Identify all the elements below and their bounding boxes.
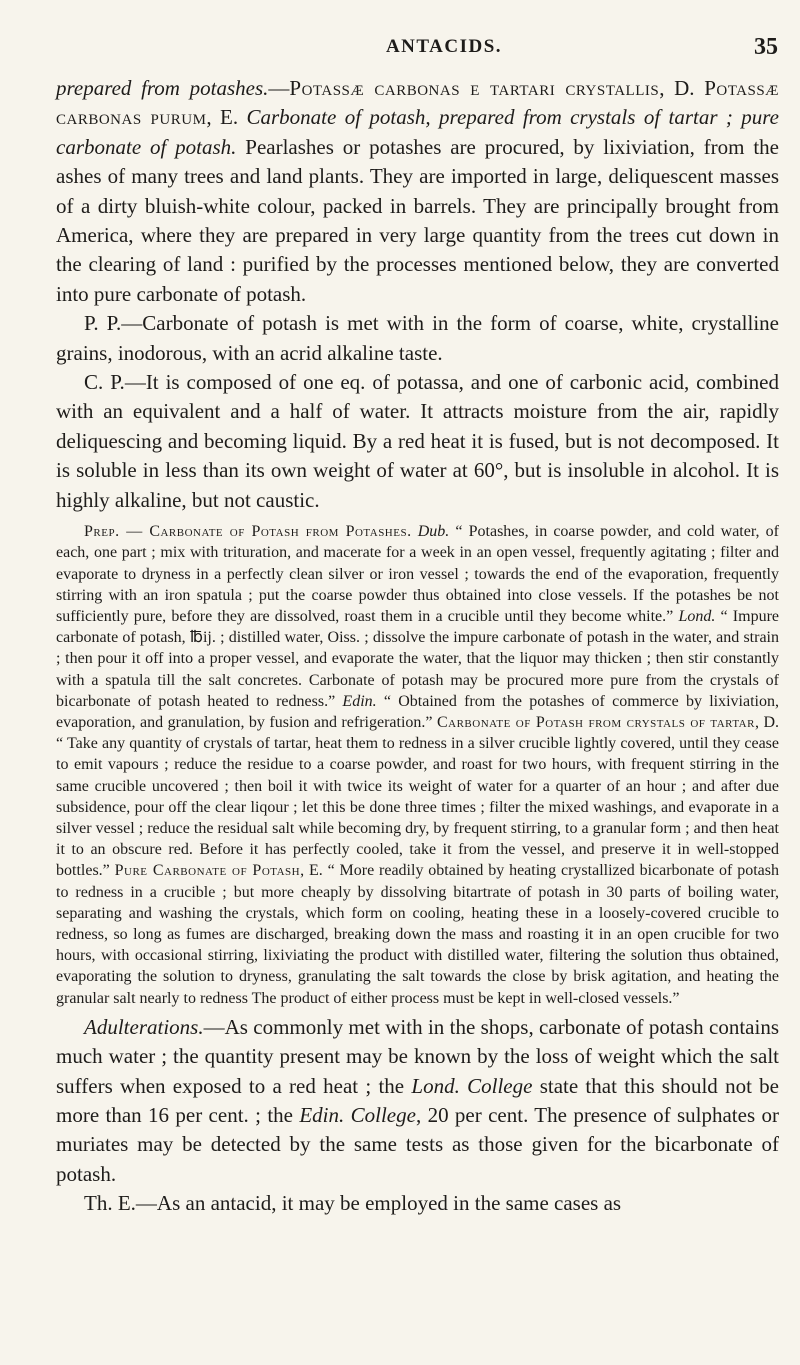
latin-name-dublin: Potassæ carbonas e tartari crystallis (289, 76, 660, 100)
prep-text: , E. “ More readily obtained by heating crystallized bicarbonate of potash to redness in a crucible ; but more cheaply by dissolving bitartrate of potash in 30 parts of boiling water, separating and washing the crystals, which form on cooling, heating these in a loosely-covered crucible to redness, so long as fumes are discharged, breaking down the mass and roasting it in an open crucible for two hours, with occasional stirring, lixiviating the product with distilled water, filtering the solution thus obtained, evaporating the solution to dryness, granulating the salt towards the close by brisk agitation, and heating the granular salt nearly to redness The product of either process must be kept in well-closed vessels.” (56, 862, 779, 1007)
prep-text: “ Obtained from the potashes of commerce by lixiviation, evaporation, and granulation, by fusion and refrigeration.” (56, 692, 779, 731)
prep-heading: Prep. — Carbonate of Potash from Potashes. (84, 523, 412, 541)
section-text: state that this should not be more than 16 per cent. ; the (56, 1073, 779, 1127)
section-label: Adulterations. (84, 1014, 204, 1039)
prep-text: “ Potashes, in coarse powder, and cold water, of each, one part ; mix with trituration, and macerate for a week in an open vessel, frequently agitating ; filter and evaporate to dryness in a perfectly clean silver or iron vessel ; towards the end of the evaporation, frequently stirring with an iron spatula ; put the coarse powder thus obtained into close vessels. If the potashes be not sufficiently pure, before they are dissolved, roast them in a crucible until they become white.” (56, 523, 779, 625)
paragraph-therapeutic-effects (56, 1189, 779, 1218)
paragraph-carbonate-intro (56, 74, 779, 309)
pharmacopoeia-london: Lond. (678, 607, 716, 625)
prep-subheading-pure: Pure Carbonate of Potash (114, 862, 301, 880)
section-label: C. P. (84, 370, 125, 395)
latin-name-edinburgh: Potassæ carbonas purum (56, 76, 780, 130)
section-label: Th. E. (84, 1191, 136, 1216)
section-text: , 20 per cent. The presence of sulphates or muriates may be detected by the same tests as those given for the bicarbonate of potash. (56, 1102, 779, 1186)
pharmacopoeia-ref: , E. (206, 105, 247, 130)
prep-text: , D. “ Take any quantity of crystals of tartar, heat them to redness in a silver crucible lightly covered, until they cease to emit vapours ; reduce the residue to a coarse powder, and roast for two hours, with frequent stirring in the same crucible uncovered ; then boil it with twice its weight of water for a quarter of an hour ; and after due subsidence, pour off the clear liqour ; let this be done three times ; filter the mixed washings, and evaporate in a silver vessel ; reduce the residual salt while becoming dry, by frequent stirring, to a granular form ; and then heat it to an obscure red. Before it has perfectly cooled, take it from the vessel, and preserve it in well-stopped bottles.” (56, 713, 779, 880)
pharmacopoeia-dublin: Dub. (417, 523, 450, 541)
prep-text: “ Impure carbonate of potash, ℔ij. ; distilled water, Oiss. ; dissolve the impure carbonate of potash in the water, and strain ; then pour it off into a proper vessel, and evaporate the water, that the liquor may thicken ; then stir constantly with a spatula till the salt concretes. Carbonate of potash may be procured more pure from the crystals of bicarbonate of potash heated to redness.” (56, 607, 779, 710)
section-text: —As commonly met with in the shops, carbonate of potash contains much water ; the quantity present may be known by the loss of weight which the salt suffers when exposed to a red heat ; the (56, 1014, 779, 1098)
pharmacopoeia-edinburgh: Edin. (342, 692, 377, 710)
page-title: ANTACIDS. (385, 36, 503, 57)
paragraph-chemical-properties (56, 368, 779, 515)
college-london: Lond. College (411, 1073, 533, 1098)
paragraph-adulterations (56, 1013, 779, 1189)
page-number: 35 (754, 34, 778, 60)
intro-text: Pearlashes or potashes are procured, by lixiviation, from the ashes of many trees and land plants. They are imported in large, deliquescent masses of a dirty bluish-white colour, packed in barrels. They are principally brought from America, where they are prepared in very large quantity from the trees cut down in the clearing of land : purified by the processes mentioned below, they are converted into pure carbonate of potash. (56, 134, 779, 306)
pharmacopoeia-ref: , D. (659, 76, 705, 100)
section-text: —As an antacid, it may be employed in the same cases as (135, 1191, 622, 1216)
body-text (56, 74, 779, 1219)
section-text: —It is composed of one eq. of potassa, and one of carbonic acid, combined with an equivalent and a half of water. It attracts moisture from the air, rapidly deliquescing and becoming liquid. By a red heat it is fused, but is not decomposed. It is soluble in less than its own weight of water at 60°, but is insoluble in alcohol. It is highly alkaline, but not caustic. (56, 370, 779, 512)
paragraph-preparation (56, 521, 779, 1009)
english-name: Carbonate of potash, prepared from crystals of tartar ; pure carbonate of potash. (56, 105, 779, 159)
section-text: —Carbonate of potash is met with in the form of coarse, white, crystalline grains, inodorous, with an acrid alkaline taste. (56, 311, 779, 365)
section-label: P. P. (84, 311, 122, 336)
running-head (110, 34, 778, 64)
college-edinburgh: Edin. College (299, 1102, 416, 1127)
prep-subheading-tartar: Carbonate of Potash from crystals of tartar (436, 713, 755, 731)
intro-fragment: prepared from potashes. (56, 76, 269, 100)
paragraph-physical-properties (56, 309, 779, 368)
dash: — (268, 76, 290, 100)
